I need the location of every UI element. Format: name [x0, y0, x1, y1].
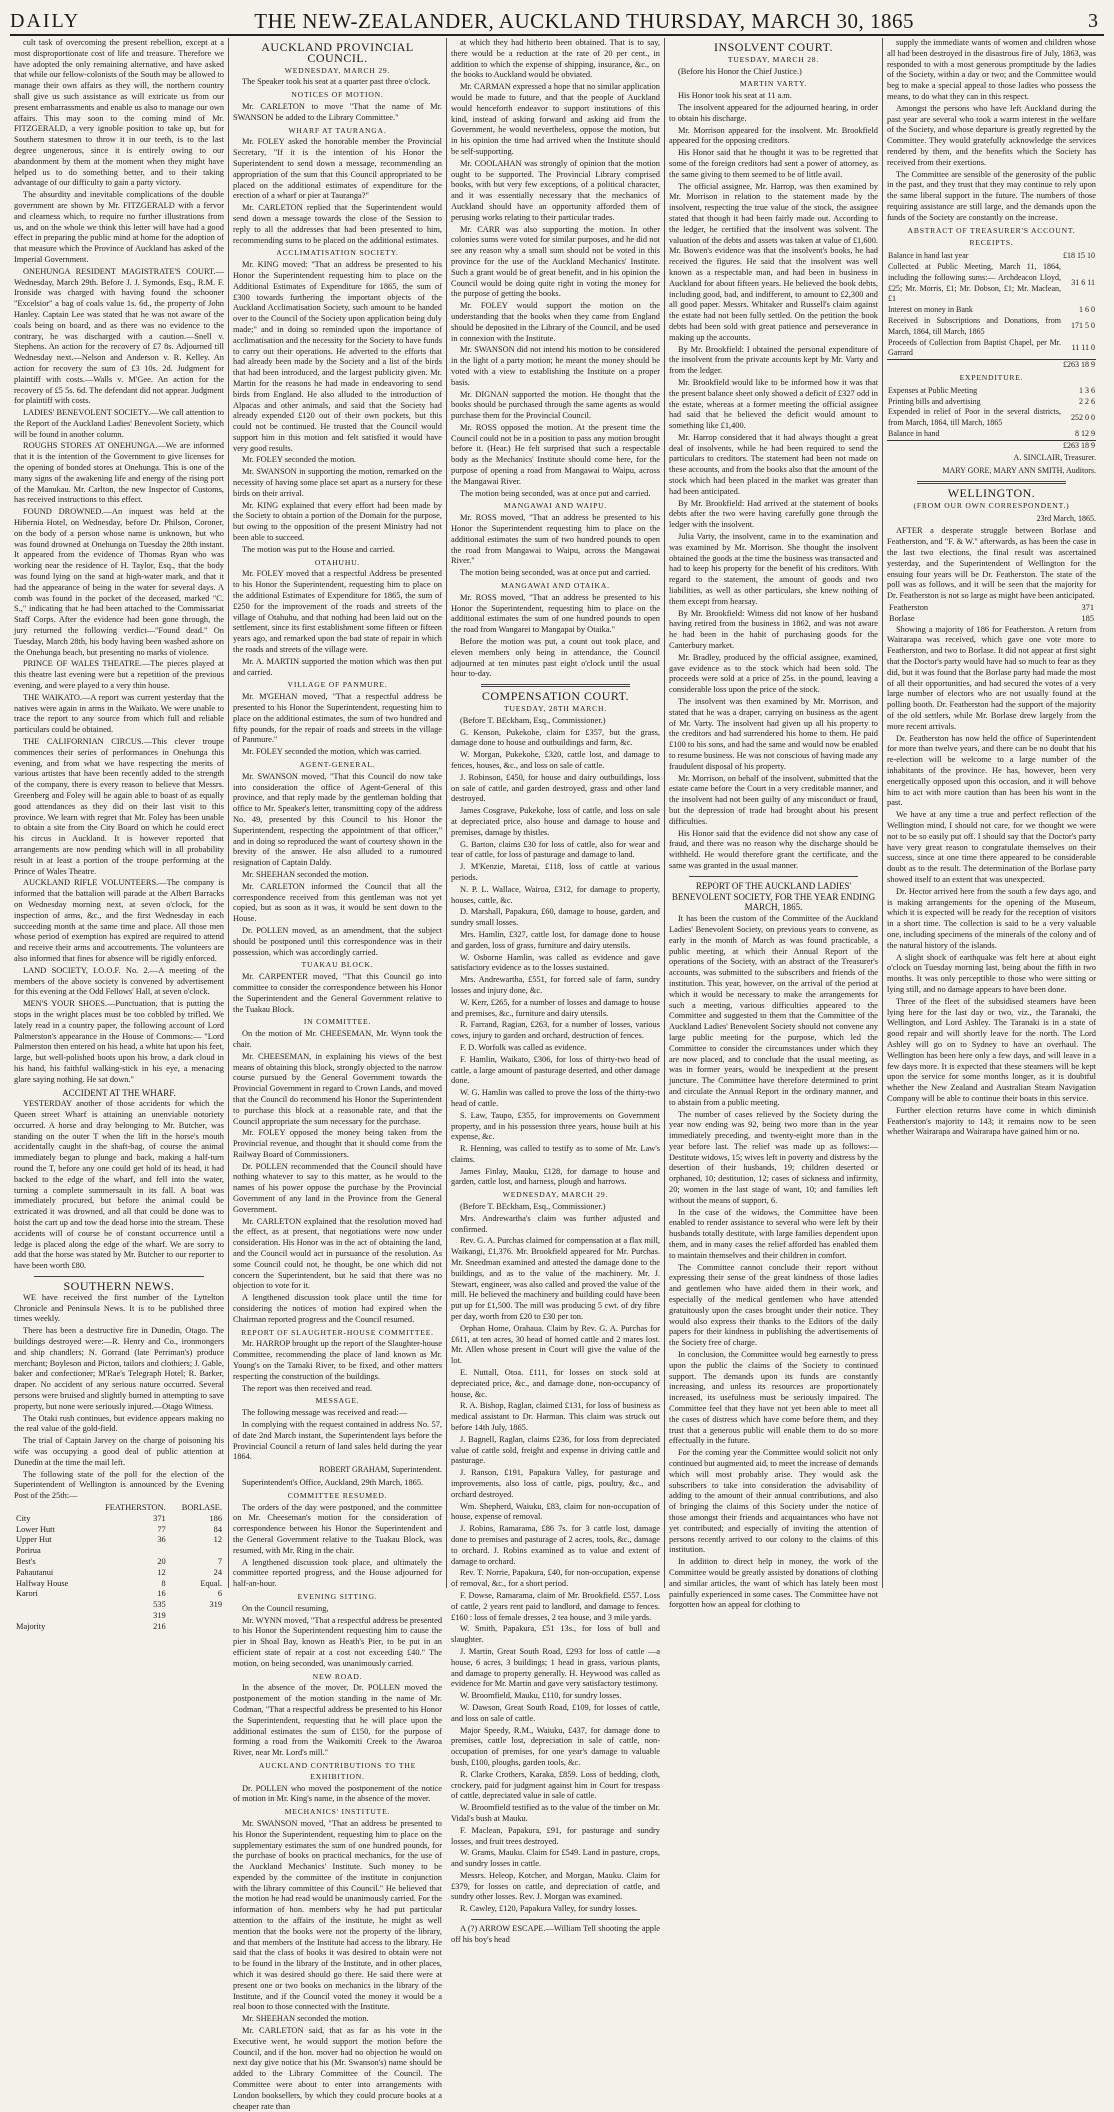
poll-value: 186 [209, 1513, 222, 1523]
column-4 [664, 38, 882, 1610]
paragraph: Mr. CARLETON informed the Council that all the correspondence received from this gentleman was not yet copied, but as soon as it was, it would be sent down to the House. [233, 881, 442, 924]
paragraph: Mr. SWANSON moved, "That an address be presented to his Honor the Superintendent, requesting him to place on the supplementary estimates the sum of one hundred pounds, for the purchase of books on practical mechanics, for the use of the Auckland Mechanics' Institute. Such money to be expended by the committee of the institute in conjunction with the library committee of this Council." He believed that the motion he had read would be unanimously carried. For the information of hon. members why he had put particular attention to the affairs of the institute, he might as well mention that the books were not the property of the library, and that members of the Institute had access to the library. He said that the class of books it was desired to obtain were not to be found in the library of the Institute, and in other places, which it was desired should go there. He said there were at present one or two books on mechanics in the library of the Institute, and if the Council voted the money it would be a real boon to those connected with the Institute. [233, 1818, 442, 2012]
paragraph: Mr. SWANSON did not intend his motion to be considered in the light of a party motion; he meant the money should be voted with a view to establishing the Institute on a proper basis. [451, 345, 660, 387]
paragraph: AFTER a desperate struggle between Borlase and Featherston, and "F. & W." afterwards, as has been the case in the last two elections, the final result was ascertained yesterday, and the Superintendent of Wellington for the ensuing four years will be Dr. Featherston. The state of the poll was as follows, and it will be seen that the majority for Dr. Featherston is not so large as might have been anticipated. [887, 526, 1096, 601]
poll-majority-row [14, 1622, 224, 1633]
paragraph: The motion being seconded, was at once put and carried. [460, 488, 651, 498]
paragraph: THE WAIKATO.—A report was current yesterday that the natives were again in arms in the Waikato. We were unable to trace the report to any source from which full and reliable particulars could be obtained. [14, 692, 224, 735]
account-amount: 171 5 0 [1071, 321, 1095, 331]
account-total: £263 18 9 [1063, 440, 1095, 450]
account-amount: £18 15 10 [1063, 251, 1095, 261]
poll-value: 12 [157, 1567, 166, 1577]
poll-total: 319 [209, 1600, 222, 1610]
paragraph: Before the motion was put, a count out took place, and eleven members only being in attendance, the Council adjourned at ten minutes past eight o'clock until the usual hour to-day. [451, 637, 660, 679]
paragraph: Mr. CARLETON replied that the Superintendent would send down a message towards the close of the Session to reply to all the addresses that had been presented to him, recommending sums to be placed on the additional estimates. [233, 203, 442, 245]
paragraph: Mr. FOLEY opposed the money being taken from the Provincial revenue, and thought that it should come from the Railway Board of Commissioners. [233, 1128, 442, 1159]
paragraph: Mr. Morrison appeared for the insolvent. Mr. Brookfield appeared for the opposing creditors. [669, 125, 878, 146]
paragraph: Wm. Shepherd, Waiuku, £83, claim for non-occupation of house, expense of removal. [451, 1501, 660, 1522]
poll-header: BORLASE. [181, 1502, 222, 1512]
paragraph: R. A. Bishop, Raglan, claimed £131, for loss of business as medical assistant to Dr. Harman. This claim was struck out before 14th July, 1865. [451, 1401, 660, 1433]
poll-district: Halfway House [16, 1578, 69, 1588]
paragraph: Showing a majority of 186 for Featherston. A return from Wairarapa was received, which gave one vote more to Featherston, and two to Borlase. It did not appear at first sight that the Doctor's party would have had so much to fear as they did, but it was found that the Borlase party had made the most of all their opportunities, and had secured the votes of a very large number of electors who are not usually found at the polling booth. Dr. Featherston had the support of the majority of the old settlers, while Mr. Borlase drew largely from the more recent arrivals. [887, 624, 1096, 731]
account-amount: 1 6 0 [1079, 305, 1095, 315]
signature: ROBERT GRAHAM, Superintendent. [319, 1465, 442, 1475]
masthead [10, 8, 1104, 36]
account-row [887, 251, 1096, 262]
account-item: Expenses at Public Meeting [888, 385, 978, 395]
paragraph: Mr. DIGNAN supported the motion. He thought that the books should be purchased through the same agents as would purchase them for the Provincial Council. [451, 389, 660, 421]
paragraph: Mrs. Hamlin, £327, cattle lost, for damage done to house and garden, loss of grass, furniture and dairy utensils. [451, 929, 660, 950]
account-amount: 1 3 6 [1079, 385, 1095, 395]
paragraph: Mr. SHEEHAN seconded the motion. [242, 869, 369, 879]
poll-row [14, 1535, 224, 1546]
poll-row [14, 1579, 224, 1590]
paragraph: supply the immediate wants of women and children whose all had been destroyed in the disastrous fire of July, 1863, was responded to with a most generous promptitude by the ladies of the Society, within a day or two; and the Committee would beg to make a special appeal to those ladies who possess the means, to do what they can in this respect. [887, 38, 1096, 101]
account-row [887, 316, 1096, 338]
account-amount: 252 0 0 [1071, 412, 1095, 422]
paragraph: Rev. G. A. Purchas claimed for compensation at a flax mill, Waikangi, £1,376. Mr. Brookfield appeared for Mr. Purchas. Mr. Sneedman examined and attested the damage done to the buildings, and as to the value of the machinery. Mr. J. Stewart, engineer, was also called and proved the value of the mill. He believed the machinery and building could have been put up for £1,500. The mill was producing 5 cwt. of dry fibre per day, worth from £20 to £30 per ton. [451, 1236, 660, 1322]
paragraph: The Committee cannot conclude their report without expressing their sense of the great kindness of those ladies and gentlemen who have aided them in their work, and especially of the medical gentlemen who have attended gratuitously upon the cases brought under their notice. They would also express their thanks to the Editors of the daily papers for their kindness in publishing the advertisements of the Society free of charge. [669, 1262, 878, 1348]
paragraph: J. Robins, Ramarama, £86 7s. for 3 cattle lost, damage done to premises and pasturage of 2 acres, tools, &c., damage to orchard. J. Robins examined as to value and extent of damage to orchard. [451, 1524, 660, 1566]
subheading: OTAHUHU. [314, 557, 361, 567]
paragraph: Major Speedy, R.M., Waiuku, £437, for damage done to premises, cattle lost, depreciation in sale of cattle, non-occupation of premises, for one year's damage to valuable bush, £100, ploughs, garden tools, &c. [451, 1725, 660, 1767]
paragraph: W. Broomfield, Mauku, £110, for sundry losses. [460, 1691, 622, 1701]
poll-value: 8 [161, 1578, 166, 1588]
paragraph: The report was then received and read. [242, 1383, 372, 1393]
subheading: MANGAWAI AND WAIPU. [503, 501, 608, 511]
poll-value: 185 [1081, 613, 1094, 623]
expenditure-table [887, 386, 1096, 452]
page-number: 3 [1088, 9, 1098, 32]
column-5 [882, 38, 1100, 1588]
account-item: Received in Subscriptions and Donations, from March, 1864, till March, 1865 [888, 315, 1061, 336]
section-heading: REPORT OF THE AUCKLAND LADIES' BENEVOLENT SOCIETY, FOR THE YEAR ENDING MARCH, 1865. [671, 880, 876, 913]
subheading: VILLAGE OF PANMURE. [287, 680, 388, 690]
paragraph: Mr. M'GEHAN moved, "That a respectful address be presented to his Honor the Superintendent, requesting him to place on the additional estimates, the sum of two hundred and fifty pounds, for the repair of roads and streets in the village of Panmure." [233, 692, 442, 745]
poll-row [887, 614, 1096, 625]
poll-majority-label: Majority [16, 1621, 46, 1631]
section-date: TUESDAY, 28TH MARCH. [504, 704, 607, 714]
paragraph: J. Ranson, £191, Papakura Valley, for pasturage and improvements, also loss of cattle, pigs, poultry, &c., and orchard destroyed. [451, 1468, 660, 1499]
poll-district: Porirua [16, 1546, 41, 1556]
paragraph: R. Henning, was called to testify as to some of Mr. Law's claims. [451, 1144, 660, 1164]
divider [689, 876, 858, 877]
paragraph: ROUGHS STORES AT ONEHUNGA.—We are informed that it is the intention of the Government to give licenses for the opening of bonded stores at Onehunga. This is one of the many signs of the awakening life and energy of the rising port of the Manukau. Mr. Carlton, the new Inspector of Customs, has received instructions to this effect. [14, 441, 224, 505]
paragraph: W. Broomfield testified as to the value of the timber on Mr. Vidal's bush at Mauku. [451, 1803, 660, 1823]
subheading: NEW ROAD. [312, 1671, 363, 1681]
paragraph: FOUND DROWNED.—An inquest was held at the Hibernia Hotel, on Wednesday, before Dr. Philson, Coroner, on the body of a person whose name is unknown, but who was found drowned at Onehunga on Tuesday the 28th instant. It appeared from the evidence of Thomas Ryan who was working near the residence of H. Taylor, Esq., that the body was found lying on the sand at high-water mark, and that it had the appearance of being in the water for several days. A comb was found in the pocket of the deceased, marked "C. S.," indicating that he had been attached to the Commissariat Staff Corps. After the evidence had been gone through, the jury returned the following verdict—"Found dead." On Tuesday, March 28th, his body having been washed ashore on the Onehunga beach, but presenting no marks of violence. [14, 507, 224, 657]
paragraph: PRINCE OF WALES THEATRE.—The pieces played at this theatre last evening were but a repetition of the previous evening, and were played to a very thin house. [14, 659, 224, 691]
poll-district: Upper Hut [16, 1535, 52, 1545]
paragraph: R. Clarke Crothers, Karaka, £859. Loss of bedding, cloth, crockery, paid for judgment against him in Court for trespass of cattle, depreciated value in sale of cattle. [451, 1769, 660, 1801]
poll-row [887, 603, 1096, 614]
paragraph: The motion being seconded, was at once put and carried. [460, 568, 651, 578]
account-item: Printing bills and advertising [888, 396, 981, 406]
columns [10, 38, 1104, 2111]
subheading: MECHANICS' INSTITUTE. [284, 1807, 391, 1817]
subheading: ABSTRACT OF TREASURER'S ACCOUNT. [907, 225, 1076, 235]
poll-value: 24 [213, 1567, 222, 1577]
paragraph: ONEHUNGA RESIDENT MAGISTRATE'S COURT.— Wednesday, March 29th. Before J. J. Symonds, Esq., R.M. F. Ironside was charged with having found the schooner "Excelsior" a bag of coals value 1s. 6d., the property of John Hanley. Captain Lee was stated that he was not aware of the coals being on board, and as there was no evidence to the contrary, he was discharged with a caution.—Snell v. Stephens. An action for the recovery of £7 8s. Adjourned till Wednesday next.—Nelson and Anderson v. R. Kelley. An action for recovery the sum of £3 10s. 2d. Judgment for plaintiff with costs.—Walls v. M'Gee. An action for the recovery of £5 5s. 6d. The defendant did not appear. Judgment for plaintiff with costs. [14, 266, 224, 406]
poll-value: 371 [153, 1513, 166, 1523]
masthead-edition: DAILY [10, 9, 81, 32]
paragraph: Mr. CARPENTER moved, "That this Council go into committee to consider the correspondence between his Honor the Superintendent and the General Government relative to the Tuakau Block. [233, 972, 442, 1014]
paragraph: W. G. Hamlin was called to prove the loss of the thirty-two head of cattle. [451, 1088, 660, 1108]
poll-value: 6 [217, 1589, 222, 1599]
paragraph: Mr. A. MARTIN supported the motion which was then put and carried. [233, 656, 442, 677]
poll-row [14, 1589, 224, 1600]
paragraph: Dr. Featherston has now held the office of Superintendent for more than twelve years, and there can be no doubt that his re-election will be welcome to a large number of the inhabitants of the province. He has, however, been very energetically opposed upon this occasion, and it will behove him to act with more caution than has been his wont in the past. [887, 733, 1096, 808]
poll-total: 319 [153, 1610, 166, 1620]
paragraph: James Cosgrave, Pukekohe, loss of cattle, and loss on sale at depreciated price, also house and damage to house and premises, damage by thistles. [451, 806, 660, 837]
paragraph: The motion was put to the House and carried. [242, 544, 395, 554]
divider [34, 1276, 204, 1277]
paragraph: Mr. CARMAN expressed a hope that no similar application would be made to future, and that the people of Auckland would henceforth endeavor to support institutions of this kind, instead of asking forward and asking aid from the Government, he would nevertheless, oppose the motion, but in his opinion the time had arrived when the Institute should be self-supporting. [451, 82, 660, 156]
paragraph: The absurdity and inevitable complications of the double government are shown by Mr. FITZGERALD with a fervor and clearness which, to require no further illustrations from us, and on the whole we think this letter will have had a good effect in preparing the public mind at home for the adoption of that measure which the Province of Auckland has asked of the Imperial Government. [14, 190, 224, 264]
paragraph: Mr. FOLEY seconded the motion, which was carried. [242, 747, 422, 757]
paragraph: Messrs. Heleop, Kotcher, and Morgan, Mauku. Claim for £379, for losses on cattle, and depreciation of cattle, and sundry other losses. Rev. J. Morgan was examined. [451, 1870, 660, 1902]
paragraph: F. D. Worfolk was called as evidence. [460, 1042, 587, 1052]
account-item: Expended in relief of Poor in the several districts, from March, 1864, till March, 1865 [888, 407, 1061, 428]
subheading: MANGAWAI AND OTAIKA. [501, 581, 610, 591]
poll-value: 7 [217, 1556, 222, 1566]
subheading: NOTICES OF MOTION. [291, 90, 384, 100]
paragraph: W. Grams, Mauku. Claim for £549. Land in pasture, crops, and sundry losses in cattle. [451, 1848, 660, 1869]
poll-value [86, 1546, 168, 1557]
masthead-title: THE NEW-ZEALANDER, AUCKLAND THURSDAY, MARCH 30, 1865 [254, 8, 914, 33]
paragraph: The Committee are sensible of the generosity of the public in the past, and they trust that they may continue to rely upon the same liberal support in the future. The numbers of those requiring assistance are still large, and the demands upon the funds of the Society are constantly on the increase. [887, 169, 1096, 222]
paragraph: Dr. POLLEN moved, as an amendment, that the subject should be postponed until this correspondence was in their possession, which was accordingly carried. [233, 925, 442, 957]
account-amount: 8 12 9 [1075, 428, 1095, 438]
paragraph: (Before T. BEckham, Esq., Commissioner.) [460, 1202, 606, 1212]
poll-value: 36 [157, 1535, 166, 1545]
paragraph: In the absence of the mover, Dr. POLLEN moved the postponement of the motion standing in the name of Mr. Codman, "That a respectful address be presented to his Honor the Superintendent, requesting that he will place upon the additional estimates the sum of £150, for the purpose of forming a road from the Waikomiti Creek to the Awaroa River, near Mr. Lord's mill." [233, 1683, 442, 1758]
paragraph: Mr. FOLEY seconded the motion. [242, 455, 357, 465]
paragraph: N. P. L. Wallace, Wairoa, £312, for damage to property, houses, cattle, &c. [451, 884, 660, 905]
paragraph: The insolvent was then examined by Mr. Morrison, and stated that he was a draper, carrying on business as the agent of Mr. Varty. The insolvent had given up all his property to the creditors and had surrendered his home to them. He paid £100 to his sons, and had the same and would now be enabled to resume business. He was not conscious of having made any fraudulent disposal of his property. [669, 697, 878, 771]
account-item: Collected at Public Meeting, March 11, 1864, including the following sums:— Archdeacon Lloyd, £25; Mr. Morris, £1; Mr. Dobson, £1; Mr. Maclean, £1 [888, 261, 1061, 304]
account-row [887, 262, 1096, 305]
subheading: AGENT-GENERAL. [299, 760, 376, 769]
account-amount: 31 6 11 [1071, 278, 1095, 288]
account-row [887, 338, 1096, 360]
poll-district: Lower Hutt [16, 1524, 55, 1534]
paragraph: Mr. SHEEHAN seconded the motion. [242, 2014, 369, 2024]
paragraph: J. M'Kenzie, Maretai, £118, loss of cattle at various periods. [451, 862, 660, 882]
account-item: Interest on money in Bank [888, 305, 973, 315]
column-2 [228, 38, 446, 2111]
paragraph: The number of cases relieved by the Society during the year now ending was 92, being two more than in the year immediately preceding, and twenty-eight more than in the year before last. The relief was made up as follows:—Destitute widows, 15; wives left in poverty and distress by the desertion of their husbands, 19; children deserted or orphaned, 10; destitution, 12; cases of sickness and infirmity, 20; women in the last stage of want, 10; and families left without the means of support, 6. [669, 1109, 878, 1205]
paragraph: Mr. ROSS opposed the motion. At the present time the Council could not be in a position to pass any motion brought before it. (Hear.) He felt surprised that such a respectable body as the Mechanics' Institute should come here, for the purpose of opening a road from Mangawai to Waipu, across the Mangawai River. [451, 422, 660, 486]
paragraph: W. Osborne Hamlin, was called as evidence and gave satisfactory evidence as to the losses sustained. [451, 952, 660, 973]
divider [471, 1919, 640, 1920]
paragraph: There has been a destructive fire in Dunedin, Otago. The buildings destroyed were:—R. Henry and Co., ironmongers and ship chandlers; N. Gorrand (late Perriman's) produce merchant; Boyleson and Picton, tailors and clothiers; J. Gable, baker and confectioner; M'Rae's Telegraph Hotel; R. Barker, draper. No accident of any serious nature occurred. Several persons were bruised and slightly burned in attempting to save property, but none were seriously injured.—Otago Witness. [14, 1326, 224, 1411]
paragraph: Mr. CARLETON to move "That the name of Mr. SWANSON be added to the Library Committee." [233, 101, 442, 122]
paragraph: It has been the custom of the Committee of the Auckland Ladies' Benevolent Society, on previous years to convene, as early in the month of March as was found practicable, a public meeting, at which their Annual Report of the operations of the Society, with an abstract of the Treasurer's accounts, was submitted to the subscribers and friends of the institution. This year, however, on the arrival of the period at which it would be necessary to make the arrangements for such a meeting, various difficulties appeared to the Committee and suggested to them that the Committee of the Auckland Ladies' Benevolent Society should not convene any large public meeting for the purpose, which led the Committee to consider the circumstances under which they are now placed, and to conclude that the usual meeting, as was in former years, would be inexpedient at the present juncture. The Committee have therefore determined to print and circulate the Annual Report in the ordinary manner, and to abstain from a public meeting. [669, 914, 878, 1107]
poll-district: Karori [16, 1589, 38, 1599]
paragraph: A lengthened discussion took place, and ultimately the committee reported progress, and the House adjourned for half-an-hour. [233, 1557, 442, 1589]
subheading: ACCLIMATISATION SOCIETY. [276, 248, 399, 258]
poll-candidate: Borlase [889, 613, 915, 623]
paragraph: A lengthened discussion took place until the time for considering the notices of motion had expired when the Chairman reported progress and the Council resumed. [233, 1293, 442, 1324]
paragraph: Mrs. Andrewartha's claim was further adjusted and confirmed. [451, 1213, 660, 1234]
account-row [887, 407, 1096, 429]
paragraph: G. Kenson, Pukekohe, claim for £357, but the grass, damage done to house and outbuildings and farm, &c. [451, 727, 660, 748]
paragraph: Mr. WYNN moved, "That a respectful address be presented to his Honor the Superintendent requesting him to cause the pier in Shoal Bay, known as Heath's Pier, to be put in an efficient state of repair at a cost not exceeding £40." The motion, on being seconded, was unanimously carried. [233, 1615, 443, 1668]
subheading: TUAKAU BLOCK. [301, 960, 374, 970]
paragraph: Mr. CHEESEMAN, in explaining his views of the best means of obtaining this block, strongly objected to the narrow course pursued by the General Government towards the Provincial Government in regard to Crown Lands, and moved that the Council do recommend his Honor the Superintendent to purchase this block at a reasonable rate, and that the Council appropriate the sum necessary for the purchase. [233, 1051, 442, 1126]
section-heading: INSOLVENT COURT. [713, 40, 834, 54]
paragraph: His Honor said that he thought it was to be regretted that some of the foreign creditors had sent a power of attorney, as the same giving to them seemed to be of little avail. [669, 148, 878, 179]
subheading: MESSAGE. [315, 1396, 360, 1406]
paragraph: For the coming year the Committee would solicit not only continued but augmented aid, to meet the increase of demands which will most probably arise. They would ask the subscribers to take into consideration the advisability of adding to the amount of their annual contributions, and also of bringing the claims of this Society under the notice of those amongst their friends and acquaintances who have not yet contributed; and especially of inviting the attention of persons recently arrived to our colony to the claims of this institution. [669, 1448, 878, 1555]
poll-header [14, 1503, 86, 1514]
section-heading: COMPENSATION COURT. [481, 689, 630, 704]
account-item: Balance in hand [888, 428, 940, 438]
poll-row [14, 1557, 224, 1568]
subheading: (FROM OUR OWN CORRESPONDENT.) [913, 500, 1070, 510]
paragraph: Mr. Morrison, on behalf of the insolvent, submitted that the estate came before the Court in a very creditable manner, and the insolvent had not been guilty of any misconduct or fraud, but the depression of trade had brought about his present difficulties. [669, 773, 878, 826]
section-date: WEDNESDAY, MARCH 29. [502, 1190, 609, 1200]
paragraph: WE have received the first number of the Lyttelton Chronicle and Peninsula News. It is to be published three times weekly. [14, 1292, 224, 1324]
paragraph: The official assignee, Mr. Harrop, was then examined by Mr. Morrison in relation to the statement made by the insolvent, respecting the true value of the stock, the assignee stated that though it had been fairly made out. According to the ledger, he certified that the insolvent was solvent. The valuation of the debts and assets was taken at value of £1,600. Mr. Bowen's evidence was that the insolvent's books, he had received the figures. He said that the insolvent was well known as a respectable man, and had been in business in Auckland for about fifteen years. He believed the book debts, including good, bad, and indifferent, to amount to £2,300 and all good paper. Messrs. Whitaker and Russell's claim against the estate had not been fully settled. On the petition the book debts had been sold with great patience and perseverance in making up the accounts. [669, 181, 878, 342]
poll-value: Equal. [200, 1578, 222, 1588]
paragraph: W. Morgan, Pukekohe, £320, cattle lost, and damage to fences, houses, &c., and loss on sale of cattle. [451, 750, 660, 770]
poll-district: City [16, 1513, 31, 1523]
paragraph: The following message was received and read:— [242, 1408, 408, 1418]
subheading: AUCKLAND CONTRIBUTIONS TO THE EXHIBITION. [258, 1760, 417, 1781]
account-amount: 11 11 0 [1071, 342, 1095, 352]
paragraph: The Otaki rush continues, but evidence appears making no the real value of the gold-field. [14, 1413, 224, 1434]
section-heading: ACCIDENT AT THE WHARF. [62, 1087, 176, 1098]
paragraph: On the Council resuming, [242, 1603, 329, 1613]
paragraph: Mr. FOLEY would support the motion on the understanding that the books when they came from England should be deposited in the Library of the Council, and be used in connexion with the Institute. [451, 301, 660, 343]
paragraph: Mr. COOLAHAN was strongly of opinion that the motion ought to be supported. The Provincial Library comprised books, with but very few exceptions, of a political character, and it was essentially necessary that the mechanics of Auckland should have an opportunity afforded them of perusing works relating to their particular trades. [451, 158, 660, 222]
paragraph: In conclusion, the Committee would beg earnestly to press upon the public the claims of the Society to continued support. The demands upon its funds are constantly increasing, and unless its resources are proportionately increased, its usefulness must be seriously impaired. The Committee feel that they have not yet been able to meet all the cases of distress which have come before them, and they trust that a generous public will enable them to do so more effectually in the future. [669, 1350, 878, 1446]
paragraph: In complying with the request contained in address No. 57, of date 2nd March instant, the Superintendent lays before the Provincial Council a return of land sales held during the year 1864. [233, 1420, 442, 1462]
paragraph: MEN'S YOUR SHOES.—Punctuation, that is putting the stops in the wright places must be too cobbled by trifled. We lately read in a country paper, the following account of Lord Palmerston's appearance in the House of Commons:— "Lord Palmerston then entered on his head, a white hat upon his feet, large, but well-polished boots upon his brow, a dark cloud in his hand, his faithful walking-stick in his eye, a menacing glare saying nothing. He sat down." [14, 999, 224, 1084]
poll-header: FEATHERSTON. [105, 1502, 166, 1512]
paragraph: Mr. KING explained that every effort had been made by the Society to obtain a portion of the Domain for the purpose, but owing to the opposition of the present Ministry had not been able to succeed. [233, 500, 442, 543]
poll-value: 20 [157, 1556, 166, 1566]
paragraph: Mr. Harrop considered that it had always thought a great deal of insolvents, while he had been required to send the particulars to creditors. The statement had been not made on these accounts, and from the books also that the amount of the stock which had been placed in the market was greater than had been anticipated. [669, 432, 878, 496]
poll-value: 12 [213, 1535, 222, 1545]
paragraph: Mr. Brookfield would like to be informed how it was that the present balance sheet only showed a deficit of £327 odd in the estate, whereas at a former meeting the official assignee had said that he believed the deficit would amount to something like £1,400. [669, 377, 878, 431]
paragraph: The orders of the day were postponed, and the committee on Mr. Cheeseman's motion for the consideration of correspondence between his Honor the Superintendent and the General Government relative to the Tuakau Block, was resumed, with Mr. Ring in the chair. [233, 1502, 442, 1555]
account-total-row [887, 440, 1096, 451]
paragraph: Superintendent's Office, Auckland, 29th March, 1865. [242, 1478, 424, 1487]
paragraph: Mr. HARROP brought up the report of the Slaughter-house Committee, recommending the place of land known as Mr. Young's on the Tamaki River, to be fixed, and other matters respecting the construction of the buildings. [233, 1339, 442, 1381]
poll-value [168, 1546, 224, 1557]
poll-value: 371 [1081, 603, 1094, 613]
paragraph: Mr. CARLETON explained that the resolution moved had the effect, as at present, that negotiations were now under consideration. His Honor was in the act of obtaining the land, and the Council would act in pursuance of the resolution. As some Council could not, he thought, be one which did not concern the Superintendent, but he said that there was no objection to vote for it. [233, 1216, 442, 1291]
subheading: EVENING SITTING. [297, 1591, 378, 1601]
poll-table [14, 1503, 224, 1633]
subheading: REPORT OF SLAUGHTER-HOUSE COMMITTEE. [241, 1327, 434, 1337]
poll-row [14, 1525, 224, 1536]
paragraph: J. Bagnell, Raglan, claims £236, for loss from depreciated value of cattle sold, freight and expense in driving cattle and pasturage. [451, 1434, 660, 1466]
paragraph: The insolvent appeared for the adjourned hearing, in order to obtain his discharge. [669, 102, 878, 123]
account-row [887, 386, 1096, 397]
paragraph: In addition to direct help in money, the work of the Committee would be greatly assisted by donations of clothing and similar articles, the want of which has lately been most painfully experienced in some cases. The Committee have not forgotten how an appeal for clothing to [669, 1557, 878, 1610]
paragraph: Dr. POLLEN recommended that the Council should have nothing whatever to say to this matter, as he would to the names of his power oppose the purchase by the Provincial Government of any land in the Province from the General Government. [233, 1161, 442, 1214]
paragraph: The trial of Captain Jarvey on the charge of poisoning his wife was occupying a good deal of public attention at Dunedin at the time the mail left. [14, 1436, 224, 1467]
paragraph: G. Barton, claims £30 for loss of cattle, also for wear and tear of cattle, for loss of pasturage and damage to land. [451, 839, 660, 860]
paragraph: His Honor took his seat at 11 a.m. [678, 91, 792, 101]
poll-candidate: Featherston [889, 603, 929, 613]
account-total: £263 18 9 [1063, 360, 1095, 370]
paragraph: We have at any time a true and perfect reflection of the Wellington mind, I should not care, for we thought we were not to be so easily put off. I should say that the Doctor's party have very great reason to congratulate themselves on their success, since at one time there appeared to be considerable doubt as to the result. The determination of the Borlase party showed itself to an extent that was unexpected. [887, 810, 1096, 884]
paragraph: Mr. Bradley, produced by the official assignee, examined, gave evidence as to the stock which had been sold. The proceeds were sold at a price of 25s. in the pound, leaving a considerable loss upon the price of the stock. [669, 652, 878, 695]
paragraph: The following state of the poll for the election of the Superintendent of Wellington is announced by the Evening Post of the 25th:— [14, 1469, 224, 1501]
paragraph: F. Hamlin, Waikato, £306, for loss of thirty-two head of cattle, a large amount of pasturage deserted, and other damage done. [451, 1054, 660, 1086]
dateline: 23rd March, 1865. [1036, 513, 1096, 523]
receipts-table [887, 251, 1096, 371]
poll-value: 84 [213, 1524, 222, 1534]
paragraph: A slight shock of earthquake was felt here at about eight o'clock on Tuesday morning last, being about the fifth in two months. It was only perceptible to those who were sitting or lying still, and no damage appears to have been done. [887, 952, 1096, 994]
section-date: WEDNESDAY, MARCH 29. [284, 65, 391, 75]
poll-row [14, 1546, 224, 1557]
paragraph: James Finlay, Mauku, £128, for damage to house and garden, cattle lost, and harness, plough and harrows. [451, 1166, 660, 1187]
paragraph: Three of the fleet of the subsidised steamers have been lying here for the last day or two, viz., the Taranaki, the Wellington, and Lord Ashley. The Taranaki is in a state of good repair and will shortly leave for the north. The Lord Ashley will go on to Sydney to have an overhaul. The Wellington has been here only a few days, and will leave in a few days more. It is expected that these steamers will be kept upon the service for some months longer, as it is doubtful whether the New Zealand and Australian Steam Navigation Company will be able to continue their boats in this service. [887, 996, 1096, 1103]
paragraph: Amongst the persons who have left Auckland during the past year are several who took a warm interest in the welfare of the Society, and whose departure is greatly regretted by the Committee. They would gratefully acknowledge the services rendered by them, and the benefits which the Society has received from their exertions. [887, 103, 1096, 167]
subheading: IN COMMITTEE. [303, 1017, 372, 1027]
paragraph: Dr. Hector arrived here from the south a few days ago, and is making arrangements for the opening of the Museum, which it is expected will be ready for the reception of visitors in a short time. The collection is said to be a very valuable one, including specimens of the minerals of the colony and of the natural history of the islands. [887, 886, 1096, 950]
paragraph: His Honor said that the evidence did not show any case of fraud, and there was no reason why the discharge should be withheld. He would therefore grant the certificate, and the same was granted in the usual manner. [669, 828, 878, 870]
paragraph: Mr. SWANSON in supporting the motion, remarked on the necessity of having some place set apart as a nursery for these birds on their arrival. [233, 467, 442, 498]
paragraph: J. Robinson, £450, for house and dairy outbuildings, loss on sale of cattle, and garden destroyed, grass and other land destroyed. [451, 772, 660, 804]
paragraph: Rev. T. Norrie, Papakura, £40, for non-occupation, expense of removal, &c., for a short period. [451, 1568, 660, 1589]
paragraph: Julia Varty, the insolvent, came in to the examination and was examined by Mr. Morrison. She thought the insolvent obtained the goods at the time the business was transacted and had to keep his property for the benefit of his creditors. With regard to the statement, the amount of goods and two liabilities, as well as other particulars, she knew nothing of them except from hearsay. [669, 532, 878, 606]
account-item: Balance in hand last year [888, 251, 969, 261]
subheading: RECEIPTS. [969, 238, 1014, 248]
paragraph: at which they had hitherto been obtained. That is to say, there would be a reduction at the rate of 20 per cent., in addition to which the expense of shipping, insurance, &c., on the books to Auckland would be obviated. [451, 38, 660, 80]
poll-value: 16 [157, 1589, 166, 1599]
paragraph: Further election returns have come in which diminish Featherston's majority to 143; it remains now to be seen whether Wairarapa and Wairarapa have gained him or no. [887, 1105, 1096, 1137]
wellington-poll-table [887, 603, 1096, 625]
paragraph: R. Cawley, £120, Papakura Valley, for sundry losses. [460, 1904, 637, 1914]
poll-majority: 216 [153, 1621, 166, 1631]
paragraph: Mr. FOLEY asked the honorable member the Provincial Secretary, "If it is the intention of his Honor the Superintendent to send down a message, recommending an appropriation of the sum that this Council appropriated to be placed on the additional estimates of expenditure for the erection of a wharf or pier at Tauranga?" [233, 137, 442, 201]
subheading: EXPENDITURE. [959, 372, 1024, 382]
paragraph: W. Dawson, Great South Road, £109, for losses of cattle, and loss on sale of cattle. [451, 1702, 660, 1723]
account-row [887, 305, 1096, 316]
poll-subtract-row [14, 1611, 224, 1622]
poll-total: 535 [153, 1600, 166, 1610]
account-amount: 2 2 6 [1079, 396, 1095, 406]
section-heading: SOUTHERN NEWS. [63, 1279, 175, 1294]
subheading: MARTIN VARTY. [739, 79, 808, 89]
paragraph: By Mr. Brookfield: I obtained the personal expenditure of the insolvent from the private accounts kept by Mr. Varty and from the ledger. [669, 344, 878, 376]
poll-district: Pahautanui [16, 1567, 54, 1577]
account-row [887, 397, 1096, 408]
paragraph: Mr. ROSS moved, "That an address be presented to his Honor the Superintendent requesting him to place on the additional estimates the sum of two hundred pounds to open the road from Mangawai to Waipu, across the Mangawai River." [451, 513, 660, 566]
paragraph: E. Nuttall, Otoa. £111, for losses on stock sold at depreciated price, &c., and damage done, non-occupancy of house, &c. [451, 1368, 660, 1399]
subheading: WHARF AT TAURANGA. [288, 125, 387, 135]
paragraph: YESTERDAY another of those accidents for which the Queen street Wharf is attaining an unenviable notoriety occurred. A horse and dray belonging to Mr. Butcher, was standing on the outer T when the lift in the horse's mouth accidentally caught in the shaft-bag, of course the animal immediately began to plunge and back, making a half-turn round the T, before any one could get hold of its head, it had backed to the edge of the wharf, and fell into the water, turning a complete summersault in its fall. A boat was immediately procured, but before the animal could be extricated it was drowned, and all that could be done was to hoist the cart up and tow the dead horse into the stream. These accidents will of course be of constant occurrence until a ledge is placed along the edge of the wharf. We are sorry to add that the horse was stated by Mr. Butcher to our reporter to have been worth £80. [14, 1099, 224, 1271]
paragraph: Mr. ROSS moved, "That an address be presented to his Honor the Superintendent, requesting him to place on the additional estimates the sum of one hundred pounds to open the road from Wangarei to Mangapai by Otaika." [451, 592, 660, 635]
paragraph: THE CALIFORNIAN CIRCUS.—This clever troupe commences their series of performances in Onehunga this evening, and from what we have respecting the merits of various artistes that have been recently added to the strength of the company, there is every reason to believe that Messrs. Greenberg and Foley will be again able to boast of as equally good attendances as they did on their last visit to this province. We learn with regret that Mr. Foley has been unable to obtain a site from the City Board on which he could erect his circus in Auckland. It is however reported that arrangements are now pending which will in all probability result in at least a portion of the troupe performing at the Prince of Wales Theatre. [14, 737, 224, 876]
paragraph: Mrs. Andrewartha, £551, for forced sale of farm, sundry losses and injury done, &c. [451, 975, 660, 995]
paragraph: W. Kerr, £265, for a number of losses and damage to house and premises, &c., furniture and dairy utensils. [451, 997, 660, 1018]
paragraph: (Before T. BEckham, Esq., Commissioner.) [460, 715, 606, 725]
paragraph: R. Farrand, Ragian, £263, for a number of losses, various cows, injury to garden and orchard, destruction of fences. [451, 1020, 660, 1041]
paragraph: F. Dowse, Ramarama, claim of Mr. Brookfield. £557. Loss of cattle, 2 years rent paid to landlord, and damage to fences. £160 : loss of female dresses, 2 tea house, and 3 mile yards. [451, 1590, 660, 1622]
poll-total-row [14, 1600, 224, 1611]
column-3 [446, 38, 664, 1944]
paragraph: W. Smith, Papakura, £51 13s., for loss of bull and slaughter. [451, 1624, 660, 1645]
paragraph: (Before his Honor the Chief Justice.) [678, 66, 802, 76]
paragraph: Mr. KING moved: "That an address be presented to his Honor the Superintendent requesting him to place on the Additional Estimates of Expenditure for 1865, the sum of £300 towards furthering the important objects of the Auckland Acclimatisation Society, such amount to be handed over to the Council of the Society upon application being duly made;" and in doing so reminded upon the importance of acclimatisation and the necessity for the Society to have funds to carry out their operations. He adverted to the efforts that had already been made by the Society and a list of the birds that had been introduced, and the largest publicity given. Mr. Martin for the reasons he had made in endeavoring to send birds from England. He also alluded to the introduction of Alpacas and other animals, and said that the Society had already expended £120 out of their own pockets, but this could not be continued. He trusted that the Council would support him in this motion and felt satisfied it would have very good results. [233, 260, 442, 453]
paragraph: Orphan Home, Orahaua. Claim by Rev. G. A. Purchas for £611, at ten acres, 30 head of horned cattle and 2 mares lost. Mr. Allen whose present in Court will give the value of the lot. [451, 1323, 660, 1366]
poll-row [14, 1514, 224, 1525]
section-heading: AUCKLAND PROVINCIAL COUNCIL. [261, 40, 414, 65]
auditors-signature: MARY GORE, MARY ANN SMITH, Auditors. [942, 466, 1096, 476]
paragraph: Mr. CARR was also supporting the motion. In other colonies sums were voted for similar purposes, and he did not see any reason why a small sum should not be voted in this province for the use of the Auckland Mechanics' Institute. Such a grant would be of great benefit, and in his opinion the Council would be doing quite right in voting the money for the purpose of getting the books. [451, 224, 660, 299]
poll-value: 77 [157, 1524, 166, 1534]
section-heading: WELLINGTON. [947, 486, 1036, 501]
poll-district: Best's [16, 1556, 36, 1566]
paragraph: Dr. POLLEN who moved the postponement of the notice of motion in Mr. King's name, in the absence of the mover. [233, 1783, 442, 1804]
paragraph: Mr. SWANSON moved, "That this Council do now take into consideration the office of Agent-General of this province, and that reply made by the gentleman holding that office to Mr. Speaker's letter, transmitting copy of the address No. 49, presented by this Council to his Honor the Superintendent, respecting the appointment of that officer," and in doing so reproduced the want of courtesy shown in the brevity of the answer. He also alluded to a rumoured resignation of Captain Daldy. [233, 771, 442, 868]
paragraph: S. Law, Taupo, £355, for improvements on Government property, and in his possession three years, house built at his expense, &c. [451, 1110, 660, 1142]
paragraph: cult task of overcoming the present rebellion, except at a most disproportionate cost of life and treasure. Therefore we have adopted the only remaining alternative, and have asked that while our fellow-colonists of the South may be allowed to manage their own affairs as they will, the northern country shall give us such assistance as will extricate us from our present embarrassments and enable us also to manage our own affairs. This may soon to the coming mind of Mr. FITZGERALD, a very ignoble position to take up, but for Southern statesmen to throw it in our teeth, is to the last degree ungenerous, since it is entirely owing to our abandonment by them at the moment when they might have helped us to do something better, and to their taking advantage of our difficulty to gain a party victory. [14, 38, 225, 188]
paragraph: D. Marshall, Papakura, £60, damage to house, garden, and sundry small losses. [451, 907, 660, 928]
poll-row [14, 1568, 224, 1579]
section-date: TUESDAY, MARCH 28. [727, 54, 820, 64]
paragraph: In the case of the widows, the Committee have been enabled to render assistance to several who were left by their husbands totally destitute, with large families dependent upon them, and in many cases the relief afforded has enabled them to maintain themselves and their children in comfort. [669, 1207, 878, 1260]
paragraph: On the motion of Mr. CHEESEMAN, Mr. Wynn took the chair. [233, 1029, 442, 1049]
poll-header-row [14, 1503, 224, 1514]
column-1 [10, 38, 228, 1631]
paragraph: By Mr. Brookfield: Witness did not know of her husband having retired from the business in 1862, and was not aware he had been in the habit of purchasing goods for the Canterbury market. [669, 608, 878, 651]
divider [481, 684, 630, 687]
paragraph: The Speaker took his seat at a quarter past three o'clock. [242, 77, 431, 87]
paragraph: LADIES' BENEVOLENT SOCIETY.—We call attention to the Report of the Auckland Ladies' Benevolent Society, which will be found in another column. [14, 408, 224, 439]
divider [917, 481, 1066, 484]
paragraph: By Mr. Brookfield: Had arrived at the statement of books debts after the two were having carefully gone through the ledger with the insolvent. [669, 498, 878, 530]
paragraph: AUCKLAND RIFLE VOLUNTEERS.—The company is informed that the battalion will parade at the Albert Barracks on Wednesday morning next, at seven o'clock, for the inspection of arms, &c., and the first Wednesday in each succeeding month at the same time and place. All those men whose period of exemption has expired are required to attend and receive their arms and accoutrements. The volunteers are also informed that fines for absence will be rigidly enforced. [14, 878, 224, 963]
paragraph: F. Maclean, Papakura, £91, for pasturage and sundry losses, and fruit trees destroyed. [451, 1825, 660, 1846]
subheading: COMMITTEE RESUMED. [287, 1490, 388, 1500]
paragraph: LAND SOCIETY, I.O.O.F. No. 2.—A meeting of the members of the above society is convened by advertisement for this evening at the Odd Fellows' Hall, at seven o'clock. [14, 965, 224, 997]
account-total-row [887, 360, 1096, 371]
account-row [887, 429, 1096, 440]
paragraph: A (?) ARROW ESCAPE.—William Tell shooting the apple off his boy's head [451, 1924, 660, 1944]
paragraph: Mr. FOLEY moved that a respectful Address be presented to his Honor the Superintendent, requesting him to place on the additional Estimates of Expenditure for 1865, the sum of £250 for the improvement of the roads and streets of the village of Otahuhu, and that nothing had been laid out on the settlement, since its first establishment some fifteen or fifteen years ago, and remarked upon the bad state of repair in which the roads and streets of the village were. [233, 569, 442, 655]
paragraph: Mr. CARLETON said, that as far as his vote in the Executive went, he would support the motion before the Council, and if the hon. mover had no objection he would on next day give notice that his (Mr. Swanson's) name should be added to the Library Committee of the Council. The Committee were about to enter into arrangements with London booksellers, by which they could procure books at a cheaper rate than [233, 2026, 442, 2111]
treasurer-signature: A. SINCLAIR, Treasurer. [1013, 453, 1096, 463]
paragraph: J. Martin, Great South Road, £293 for loss of cattle —a house, 6 acres, 3 buildings; 1 head in grass, various plants, and damage to property generally. H. Heywood was called as evidence for Mr. Martin and gave very satisfactory testimony. [451, 1646, 660, 1689]
account-item: Proceeds of Collection from Baptist Chapel, per Mr. Garrard [888, 337, 1061, 358]
